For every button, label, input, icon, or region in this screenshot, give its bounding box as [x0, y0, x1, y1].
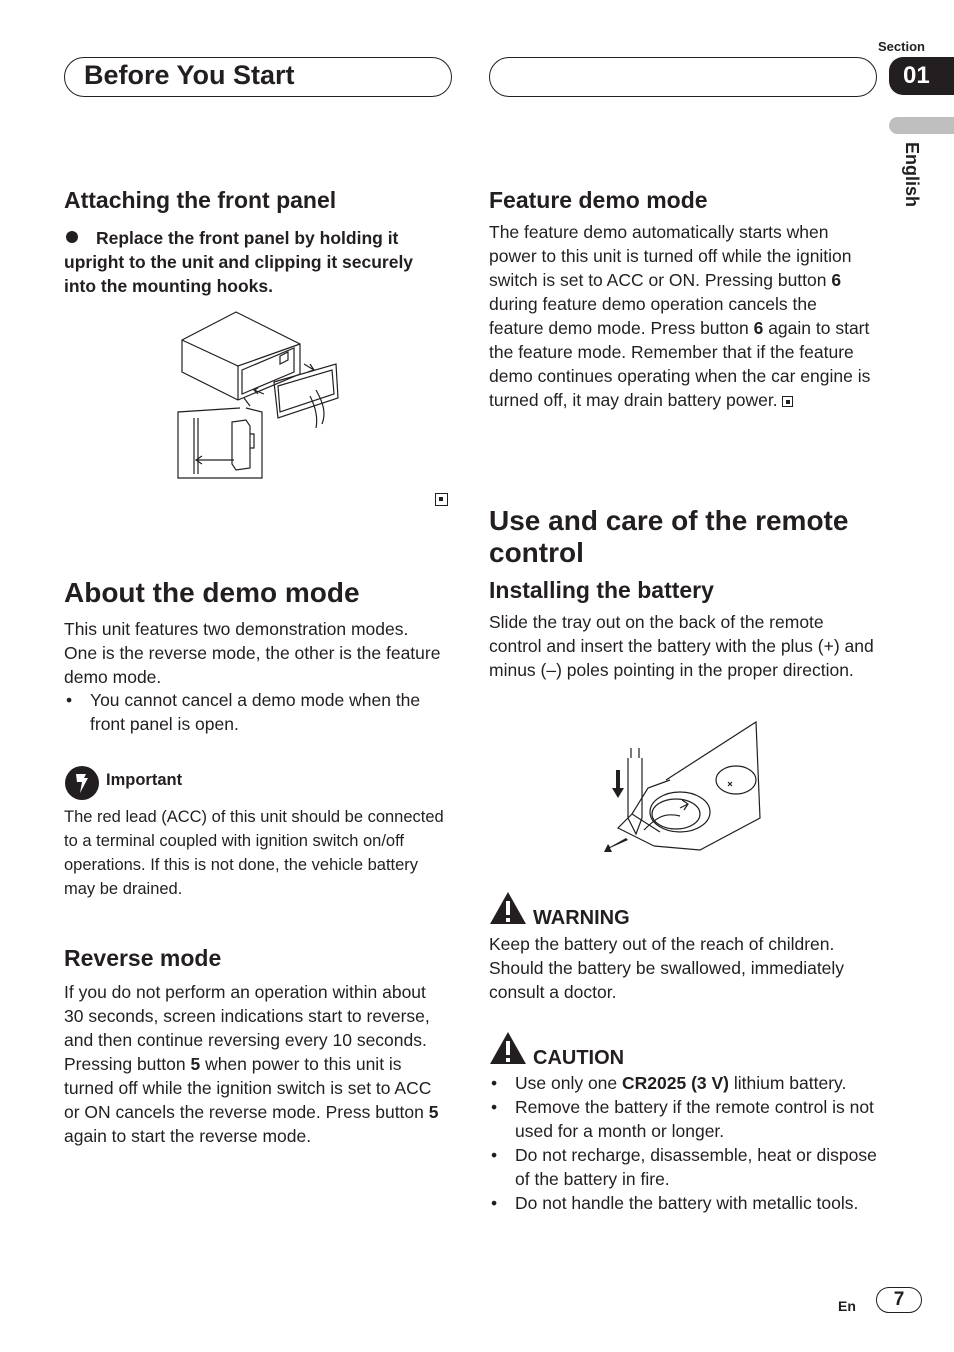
warning-label: WARNING: [533, 907, 630, 929]
section-label: Section: [878, 39, 925, 54]
page-title: Before You Start: [84, 60, 295, 90]
reverse-text: If you do not perform an operation within about 30 seconds, screen indications start to reverse, and then continue reversing every 10 seconds. Pressing button 5 when power to this unit is turned off while the ignition switch is set to ACC or ON cancels the reverse mode. Press button 5 again to start the reverse mode.: [64, 982, 439, 1146]
attach-instruction: Replace the front panel by holding it upright to the unit and clipping it securely into the mounting hooks.: [64, 228, 414, 296]
caution-label: CAUTION: [533, 1047, 625, 1069]
end-mark-icon: [782, 396, 793, 407]
demo-bullet-list: [64, 688, 448, 736]
language-tab: [889, 117, 954, 134]
caution-item: • Do not recharge, disassemble, heat or dispose of the battery in fire.: [489, 1143, 879, 1191]
battery-subheading: Installing the battery: [489, 577, 714, 603]
warning-icon: [489, 891, 527, 925]
reverse-heading: Reverse mode: [64, 945, 222, 971]
footer-lang: En: [838, 1298, 856, 1314]
demo-heading: About the demo mode: [64, 577, 360, 608]
battery-text: Slide the tray out on the back of the remote control and insert the battery with the plus (+) and minus (–) poles pointing in the proper direction.: [489, 612, 874, 680]
header-blank-pill: [489, 57, 877, 97]
caution-item: • Use only one CR2025 (3 V) lithium battery.: [489, 1071, 879, 1095]
feature-text: The feature demo automatically starts when power to this unit is turned off while the ignition switch is set to ACC or ON. Pressing button 6 during feature demo operation cancels the feature demo mode. Press button 6 again to start the feature mode. Remember that if the feature demo continues operating when the car engine is turned off, it may drain battery power.: [489, 222, 871, 410]
front-panel-illustration: [176, 308, 352, 480]
end-mark-icon: [435, 493, 448, 506]
demo-bullet: • You cannot cancel a demo mode when the front panel is open.: [64, 688, 448, 736]
important-text: The red lead (ACC) of this unit should be connected to a terminal coupled with ignition switch on/off operations. If this is not done, the vehicle battery may be drained.: [64, 808, 444, 898]
language-label: English: [902, 142, 922, 208]
demo-intro: This unit features two demonstration modes. One is the reverse mode, the other is the feature demo mode.: [64, 619, 441, 687]
caution-list: [489, 1071, 879, 1215]
caution-item: • Do not handle the battery with metallic tools.: [489, 1191, 879, 1215]
remote-heading: Use and care of the remote control: [489, 505, 849, 568]
feature-heading: Feature demo mode: [489, 187, 708, 213]
section-number-badge: 01: [889, 57, 954, 95]
warning-text: Keep the battery out of the reach of children. Should the battery be swallowed, immediately consult a doctor.: [489, 934, 845, 1002]
caution-item: • Remove the battery if the remote control is not used for a month or longer.: [489, 1095, 879, 1143]
caution-icon: [489, 1031, 527, 1065]
page-number: 7: [876, 1287, 922, 1313]
important-icon: [64, 765, 100, 801]
remote-battery-illustration: [604, 718, 762, 858]
attach-heading: Attaching the front panel: [64, 187, 337, 213]
important-label: Important: [106, 771, 183, 789]
